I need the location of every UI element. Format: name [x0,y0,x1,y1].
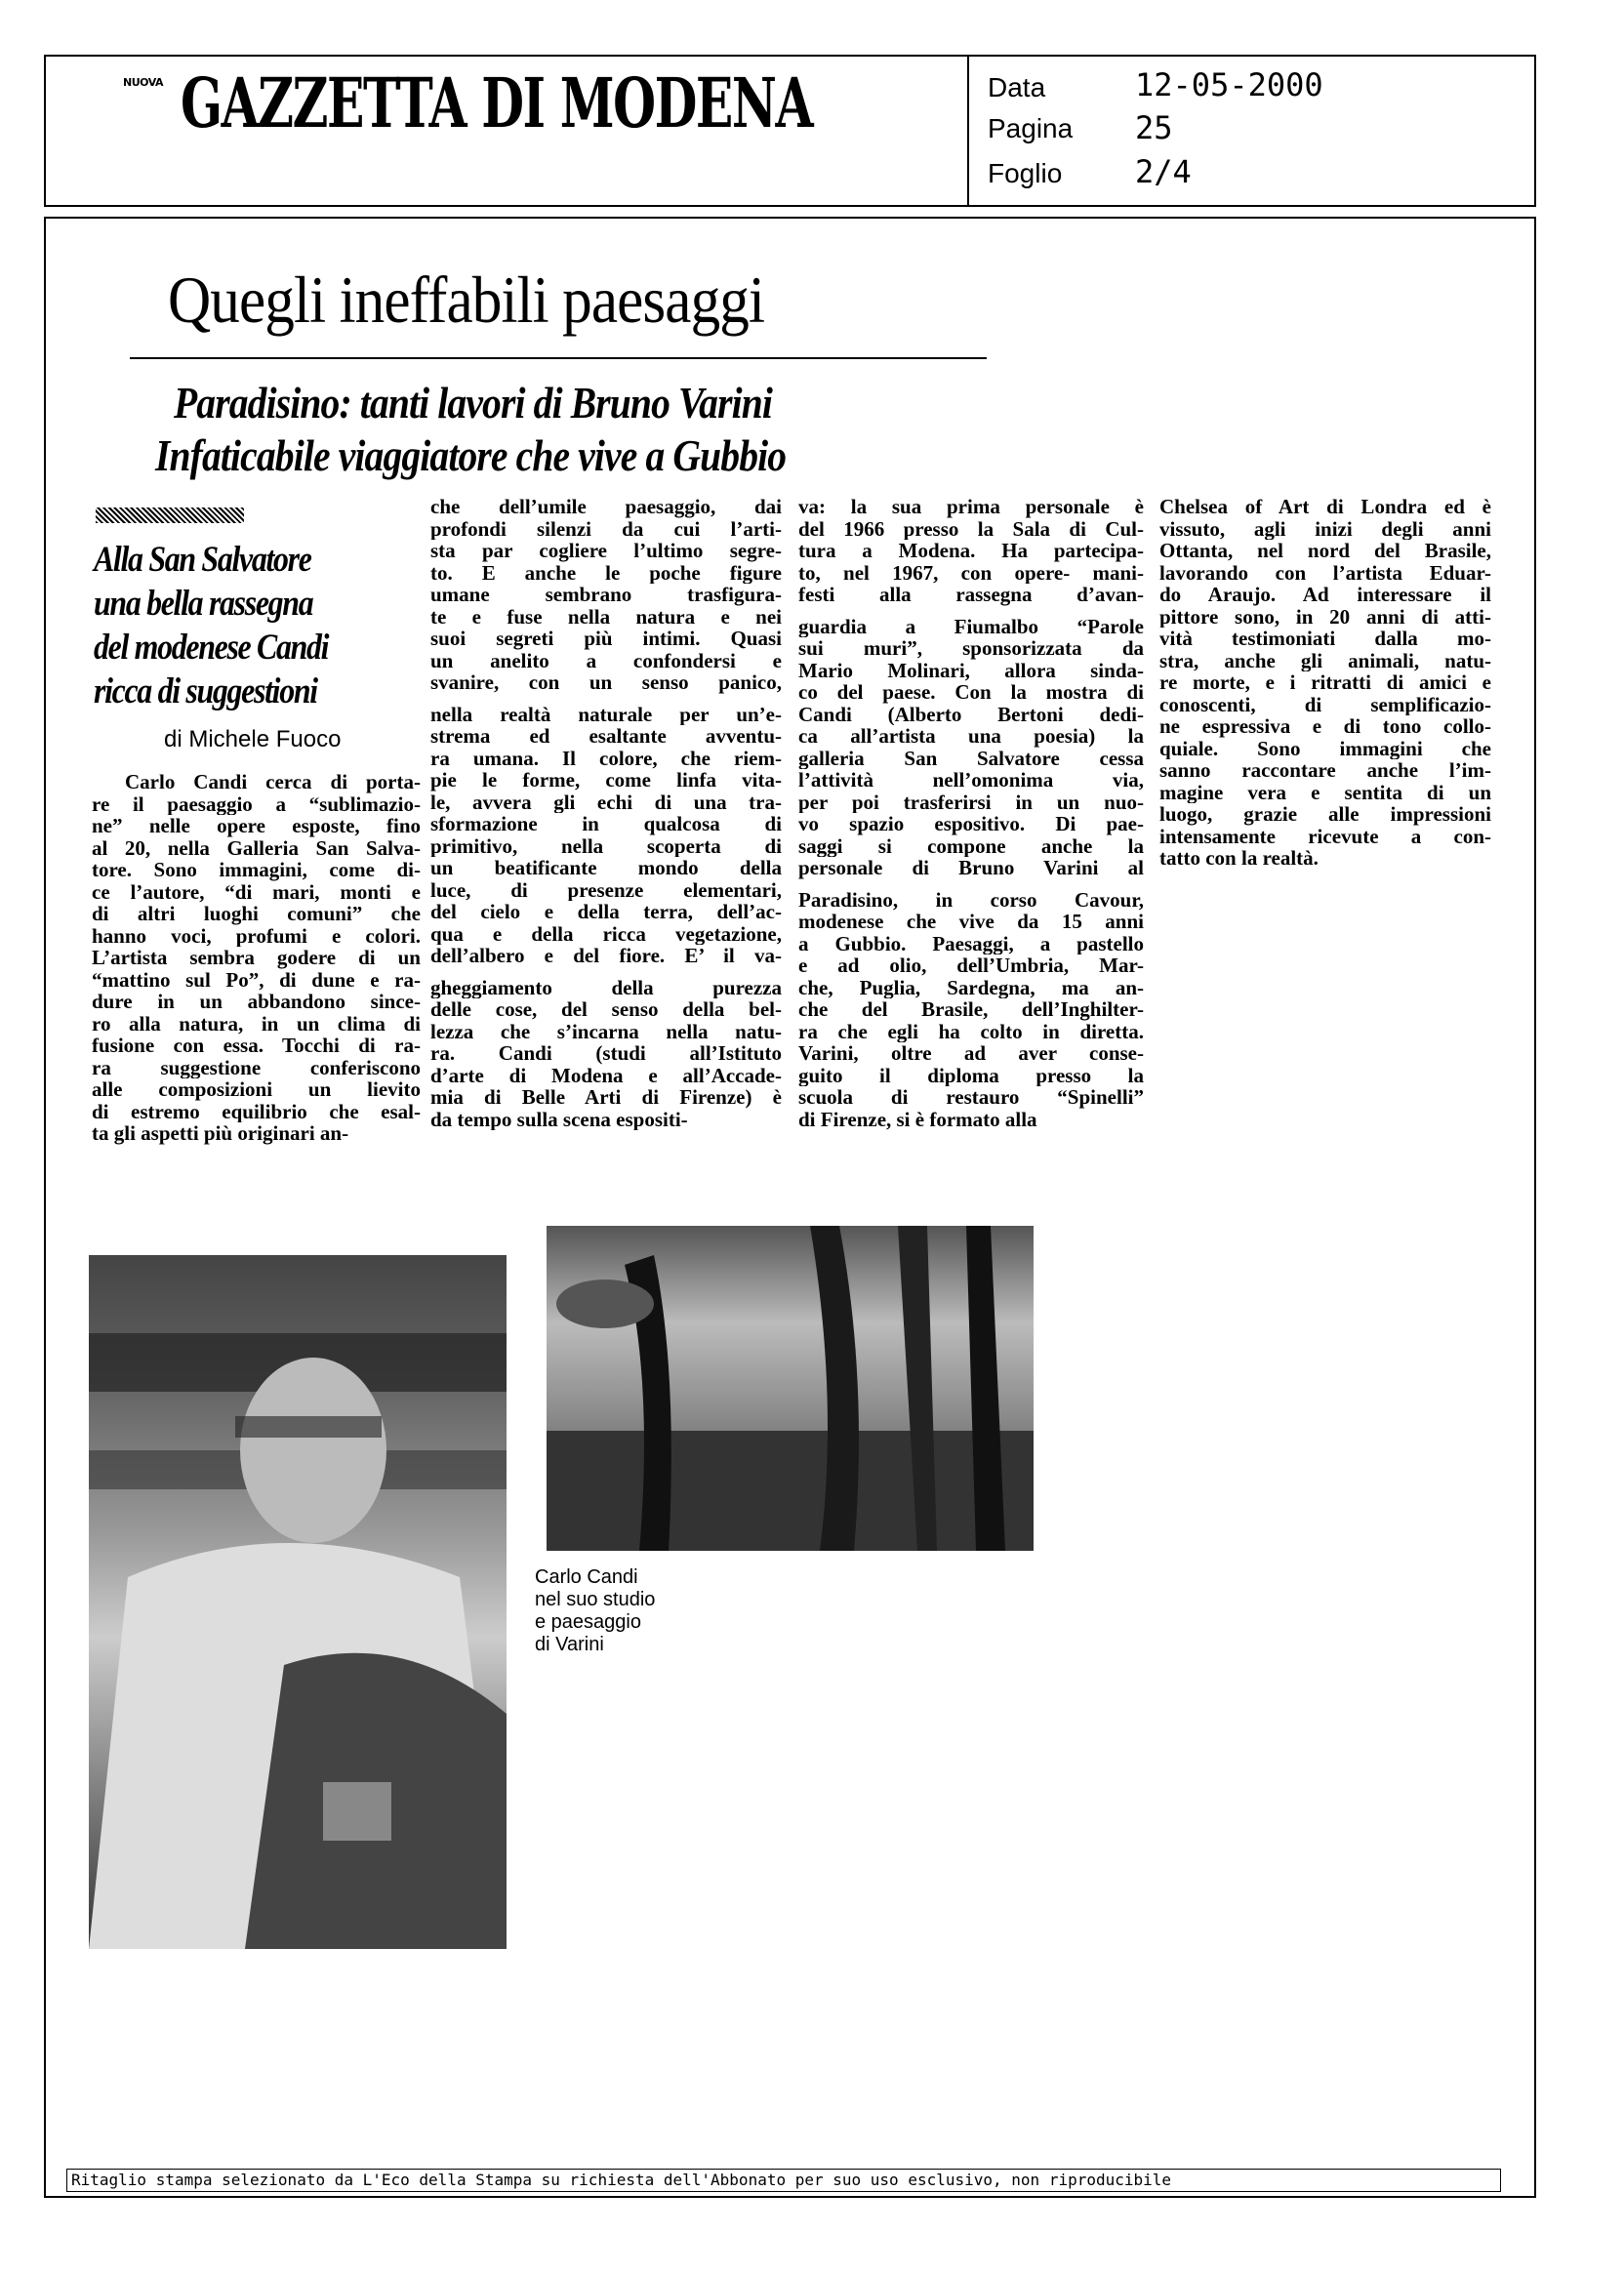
text-line: luce, di presenze elementari, [430,878,782,901]
portrait-illustration [89,1255,507,1949]
text-line: che dell’umile paesaggio, dai [430,496,782,518]
paragraph-gap [430,694,782,704]
text-line: vissuto, agli inizi degli anni [1159,517,1491,540]
text-line: di estremo equilibrio che esal- [92,1100,421,1122]
text-line: co del paese. Con la mostra di [798,681,1144,704]
article-column-3 [798,496,1144,1130]
date-label: Data [988,72,1046,102]
text-line: di altri luoghi comuni” che [92,903,421,925]
text-line: re il paesaggio a “sublimazio- [92,792,421,815]
article-column-1 [92,771,421,1145]
text-line: vità testimoniati dalla mo- [1159,628,1491,650]
text-line: l’attività nell’omonima via, [798,769,1144,792]
text-line: profondi silenzi da cui l’arti- [430,517,782,540]
text-line: strema ed esaltante avventu- [430,725,782,748]
text-line: ra che egli ha colto in diretta. [798,1020,1144,1042]
kicker-line-4: ricca di suggestioni [94,671,317,711]
text-line: un beatificante mondo della [430,857,782,879]
text-line: luogo, grazie alle impressioni [1159,803,1491,826]
paragraph-gap [430,967,782,977]
text-line: stra, anche gli animali, natu- [1159,649,1491,671]
paragraph-gap [798,879,1144,889]
text-line: sta par cogliere l’ultimo segre- [430,540,782,562]
text-line: L’artista sembra godere di un [92,947,421,969]
text-line: delle cose, del senso della bel- [430,998,782,1021]
date-value: 12-05-2000 [1135,66,1323,103]
text-line: umane sembrano trasfigura- [430,584,782,606]
text-line: tatto con la realtà. [1159,847,1319,870]
text-line: dure in un abbandono since- [92,991,421,1013]
text-line: scuola di restauro “Spinelli” [798,1086,1144,1109]
kicker-line-1: Alla San Salvatore [94,540,311,580]
text-line: te e fuse nella natura e nei [430,605,782,628]
text-line: Mario Molinari, allora sinda- [798,659,1144,681]
text-line: ta gli aspetti più originari an- [92,1122,349,1145]
text-line: magine vera e sentita di un [1159,781,1491,803]
text-line: galleria San Salvatore cessa [798,747,1144,769]
text-line: sformazione in qualcosa di [430,813,782,835]
text-line: da tempo sulla scena espositi- [430,1108,688,1130]
text-line: saggi si compone anche la [798,834,1144,857]
text-line: che, Puglia, Sardegna, ma an- [798,976,1144,998]
text-line: primitivo, nella scoperta di [430,834,782,857]
article-column-4 [1159,496,1491,870]
text-line: ra. Candi (studi all’Istituto [430,1042,782,1065]
text-line: ne” nelle opere esposte, fino [92,815,421,837]
page-value: 25 [1135,109,1173,146]
text-line: Carlo Candi cerca di porta- [125,771,421,793]
text-line: do Araujo. Ad interessare il [1159,584,1491,606]
text-line: nella realtà naturale per un’e- [430,703,782,725]
caption-line: nel suo studio [535,1589,656,1610]
page-label: Pagina [988,113,1074,143]
text-line: a Gubbio. Paesaggi, a pastello [798,932,1144,954]
text-line: “mattino sul Po”, di dune e ra- [92,968,421,991]
text-line: Chelsea of Art di Londra ed è [1159,496,1491,518]
text-line: tura a Modena. Ha partecipa- [798,540,1144,562]
text-line: festi alla rassegna d’avan- [798,584,1144,606]
text-line: pittore sono, in 20 anni di atti- [1159,605,1491,628]
text-line: svanire, con un senso panico, [430,671,782,694]
text-line: Ottanta, nel nord del Brasile, [1159,540,1491,562]
text-line: al 20, nella Galleria San Salva- [92,836,421,859]
text-line: del cielo e della terra, dell’ac- [430,901,782,923]
text-line: to, nel 1967, con opere- mani- [798,561,1144,584]
header-divider [967,55,969,207]
text-line: alle composizioni un lievito [92,1078,421,1101]
text-line: dell’albero e del fiore. E’ il va- [430,945,782,967]
text-line: quiale. Sono immagini che [1159,737,1491,759]
headline-rule [130,357,987,359]
text-line: ca all’artista una poesia) la [798,725,1144,748]
text-line: tore. Sono immagini, come di- [92,859,421,881]
caption-line: di Varini [535,1634,604,1655]
text-line: per poi trasferirsi in un nuo- [798,791,1144,813]
text-line: un anelito a confondersi e [430,649,782,671]
text-line: ne espressiva e di tono collo- [1159,715,1491,738]
text-line: hanno voci, profumi e colori. [92,924,421,947]
newspaper-logo: GAZZETTA DI MODENA [181,62,813,143]
text-line: e ad olio, dell’Umbria, Mar- [798,954,1144,977]
text-line: suoi segreti più intimi. Quasi [430,628,782,650]
text-line: del 1966 presso la Sala di Cul- [798,517,1144,540]
sheet-label: Foglio [988,158,1063,188]
text-line: guardia a Fiumalbo “Parole [798,615,1144,637]
text-line: ro alla natura, in un clima di [92,1012,421,1035]
text-line: ce l’autore, “di mari, monti e [92,880,421,903]
kicker-line-3: del modenese Candi [94,628,329,668]
headline: Quegli ineffabili paesaggi [168,263,765,337]
section-marker [96,508,244,523]
text-line: Candi (Alberto Bertoni dedi- [798,703,1144,725]
text-line: Paradisino, in corso Cavour, [798,888,1144,911]
press-clipping-notice: Ritaglio stampa selezionato da L'Eco della Stampa su richiesta dell'Abbonato per suo uso esclusivo, non riproducibile [66,2169,1501,2192]
text-line: guito il diploma presso la [798,1064,1144,1086]
text-line: sanno raccontare anche l’im- [1159,759,1491,782]
text-line: vo spazio espositivo. Di pae- [798,813,1144,835]
text-line: gheggiamento della purezza [430,976,782,998]
text-line: fusione con essa. Tocchi di ra- [92,1035,421,1057]
text-line: intensamente ricevute a con- [1159,825,1491,847]
logo-nuova: NUOVA [123,76,163,89]
text-line: ra umana. Il colore, che riem- [430,747,782,769]
photo-carlo-candi [89,1255,507,1949]
kicker-line-2: una bella rassegna [94,584,313,624]
subtitle-line-2: Infaticabile viaggiatore che vive a Gubbio [155,430,787,480]
text-line: pie le forme, come linfa vita- [430,769,782,792]
text-line: to. E anche le poche figure [430,561,782,584]
text-line: va: la sua prima personale è [798,496,1144,518]
text-line: di Firenze, si è formato alla [798,1108,1037,1130]
text-line: le, avvera gli echi di una tra- [430,791,782,813]
text-line: lezza che s’incarna nella natu- [430,1020,782,1042]
paragraph-gap [798,606,1144,616]
text-line: sui muri”, sponsorizzata da [798,637,1144,660]
landscape-illustration [547,1226,1034,1551]
text-line: personale di Bruno Varini al [798,857,1144,879]
article-column-2 [430,496,782,1130]
caption-line: e paesaggio [535,1611,641,1633]
text-line: mia di Belle Arti di Firenze) è [430,1086,782,1109]
caption-line: Carlo Candi [535,1566,638,1588]
text-line: d’arte di Modena e all’Accade- [430,1064,782,1086]
sheet-value: 2/4 [1135,153,1192,190]
text-line: lavorando con l’artista Eduar- [1159,561,1491,584]
text-line: qua e della ricca vegetazione, [430,922,782,945]
photo-varini-landscape [547,1226,1034,1551]
text-line: ra suggestione conferiscono [92,1056,421,1078]
text-line: Varini, oltre ad aver conse- [798,1042,1144,1065]
subtitle-line-1: Paradisino: tanti lavori di Bruno Varini [174,378,773,427]
photo-caption [535,1566,655,1656]
text-line: conoscenti, di semplificazio- [1159,693,1491,715]
text-line: modenese che vive da 15 anni [798,911,1144,933]
byline: di Michele Fuoco [164,726,342,752]
text-line: re morte, e i ritratti di amici e [1159,671,1491,694]
text-line: che del Brasile, dell’Inghilter- [798,998,1144,1021]
